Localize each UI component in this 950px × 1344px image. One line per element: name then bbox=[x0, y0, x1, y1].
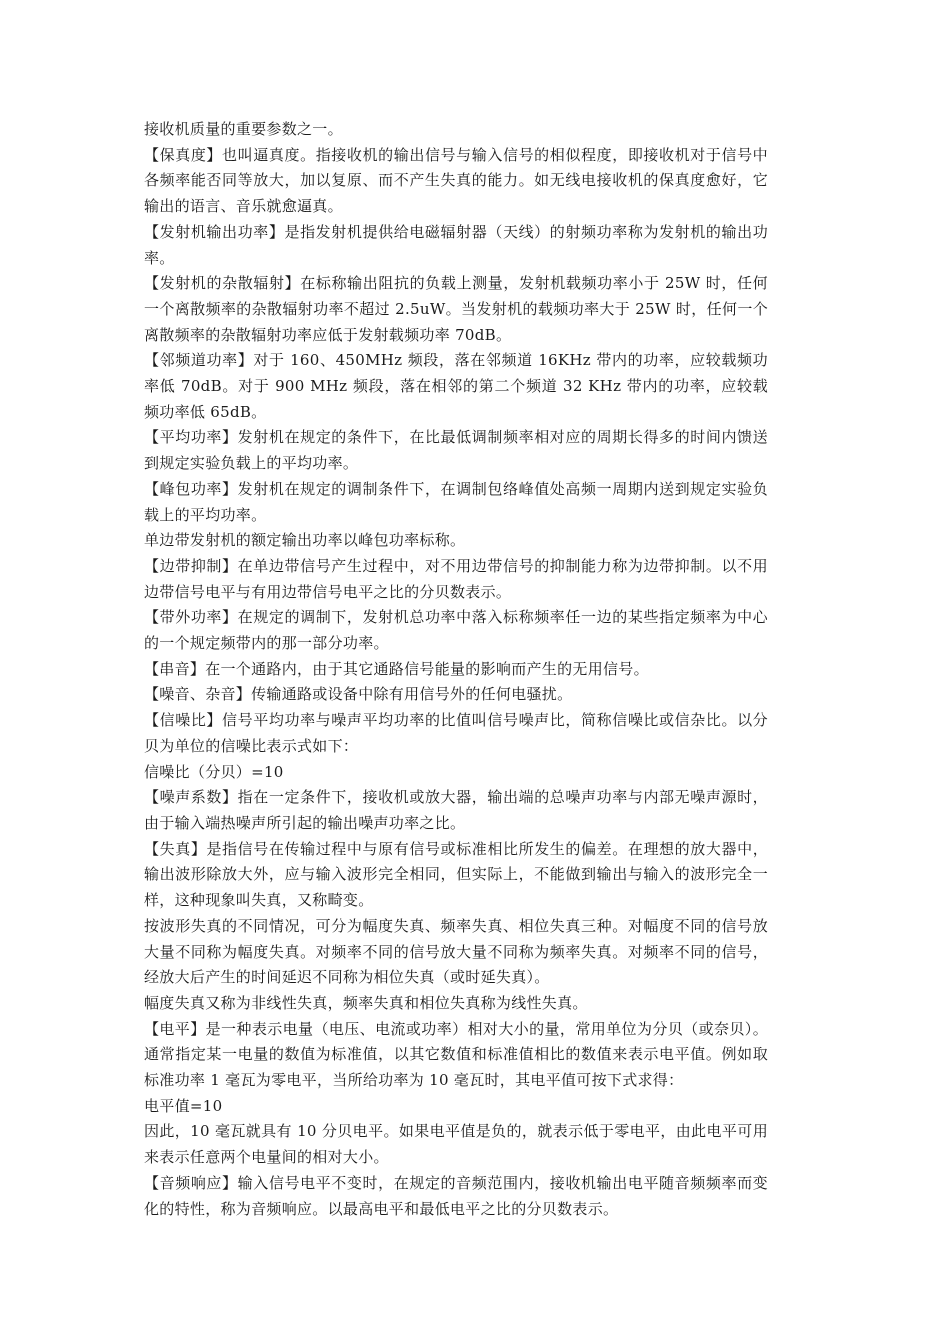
paragraph bbox=[144, 528, 768, 554]
paragraph-text: 因此，10 毫瓦就具有 10 分贝电平。如果电平值是负的，就表示低于零电平，由此电平可用来表示任意两个电量间的相对大小。 bbox=[144, 1122, 768, 1167]
paragraph bbox=[144, 117, 768, 143]
paragraph-text: 发射机在规定的条件下，在比最低调制频率相对应的周期长得多的时间内馈送到规定实验负载上的平均功率。 bbox=[144, 428, 768, 473]
term-heading: 【带外功率】 bbox=[144, 608, 238, 627]
paragraph-text: 接收机质量的重要参数之一。 bbox=[144, 120, 343, 138]
paragraph-text: 是一种表示电量（电压、电流或功率）相对大小的量，常用单位为分贝（或奈贝）。通常指定某一电量的数值为标准值，以其它数值和标准值相比的数值来表示电平值。例如取标准功率 1 毫瓦为零电平，当所给功率为 10 毫瓦时，其电平值可按下式求得： bbox=[144, 1019, 768, 1090]
paragraph-text: 指在一定条件下，接收机或放大器，输出端的总噪声功率与内部无噪声源时，由于输入端热噪声所引起的输出噪声功率之比。 bbox=[144, 788, 768, 832]
paragraph bbox=[144, 220, 768, 271]
term-heading: 【信噪比】 bbox=[144, 711, 223, 730]
term-heading: 【保真度】 bbox=[144, 145, 223, 164]
paragraph bbox=[144, 477, 768, 528]
paragraph bbox=[144, 271, 768, 348]
paragraph-text: 在一个通路内，由于其它通路信号能量的影响而产生的无用信号。 bbox=[205, 659, 649, 678]
paragraph bbox=[144, 605, 768, 656]
paragraph-text: 按波形失真的不同情况，可分为幅度失真、频率失真、相位失真三种。对幅度不同的信号放大量不同称为幅度失真。对频率不同的信号放大量不同称为频率失真。对频率不同的信号，经放大后产生的时间延迟不同称为相位失真（或时延失真）。 bbox=[144, 916, 768, 987]
paragraph-text: 是指信号在传输过程中与原有信号或标准相比所发生的偏差。在理想的放大器中，输出波形除放大外，应与输入波形完全相同，但实际上，不能做到输出与输入的波形完全一样，这种现象叫失真，又称畸变。 bbox=[144, 839, 768, 910]
paragraph bbox=[144, 554, 768, 605]
term-heading: 【串音】 bbox=[144, 659, 206, 678]
paragraph-text: 单边带发射机的额定输出功率以峰包功率标称。 bbox=[144, 531, 466, 550]
paragraph-text: 在标称输出阻抗的负载上测量，发射机载频功率小于 25W 时，任何一个离散频率的杂散辐射功率不超过 2.5uW。当发射机的载频功率大于 25W 时，任何一个离散频率的杂散辐射功率应低于发射载频功率 70dB。 bbox=[144, 274, 768, 344]
paragraph bbox=[144, 425, 768, 476]
term-heading: 【发射机的杂散辐射】 bbox=[144, 274, 301, 293]
paragraph-text: 在单边带信号产生过程中，对不用边带信号的抑制能力称为边带抑制。以不用边带信号电平与有用边带信号电平之比的分贝数表示。 bbox=[144, 556, 768, 601]
paragraph-text: 对于 160、450MHz 频段，落在邻频道 16KHz 带内的功率，应较载频功率低 70dB。对于 900 MHz 频段，落在相邻的第二个频道 32 KHz 带内的功率，应较载频功率低 65dB。 bbox=[144, 351, 768, 421]
paragraph bbox=[144, 914, 768, 991]
term-heading: 【失真】 bbox=[144, 839, 207, 858]
paragraph bbox=[144, 1094, 768, 1120]
term-heading: 【发射机输出功率】 bbox=[144, 222, 285, 241]
paragraph bbox=[144, 348, 768, 425]
paragraph bbox=[144, 1119, 768, 1170]
term-heading: 【音频响应】 bbox=[144, 1173, 238, 1192]
paragraph bbox=[144, 143, 768, 220]
term-heading: 【噪音、杂音】 bbox=[144, 685, 252, 704]
paragraph bbox=[144, 708, 768, 759]
term-heading: 【平均功率】 bbox=[144, 428, 238, 447]
paragraph bbox=[144, 760, 768, 786]
paragraph-text: 传输通路或设备中除有用信号外的任何电骚扰。 bbox=[251, 685, 573, 704]
paragraph-text: 发射机在规定的调制条件下，在调制包络峰值处高频一周期内送到规定实验负载上的平均功率。 bbox=[144, 479, 768, 524]
paragraph-text: 在规定的调制下，发射机总功率中落入标称频率任一边的某些指定频率为中心的一个规定频带内的那一部分功率。 bbox=[144, 608, 768, 653]
paragraph-text: 是指发射机提供给电磁辐射器（天线）的射频功率称为发射机的输出功率。 bbox=[144, 222, 768, 267]
paragraph-text: 信号平均功率与噪声平均功率的比值叫信号噪声比，简称信噪比或信杂比。以分贝为单位的信噪比表示式如下： bbox=[144, 711, 768, 755]
paragraph bbox=[144, 785, 768, 836]
paragraph-text: 电平值=10 bbox=[144, 1096, 223, 1115]
term-heading: 【噪声系数】 bbox=[144, 788, 238, 807]
paragraph-text: 输入信号电平不变时，在规定的音频范围内，接收机输出电平随音频频率而变化的特性，称为音频响应。以最高电平和最低电平之比的分贝数表示。 bbox=[144, 1173, 768, 1218]
paragraph-text: 幅度失真又称为非线性失真，频率失真和相位失真称为线性失真。 bbox=[144, 993, 588, 1012]
term-heading: 【峰包功率】 bbox=[144, 479, 238, 498]
paragraph bbox=[144, 991, 768, 1017]
term-heading: 【边带抑制】 bbox=[144, 556, 238, 575]
paragraph bbox=[144, 837, 768, 914]
paragraph-text: 也叫逼真度。指接收机的输出信号与输入信号的相似程度，即接收机对于信号中各频率能否同等放大，加以复原、而不产生失真的能力。如无线电接收机的保真度愈好，它输出的语言、音乐就愈逼真。 bbox=[144, 145, 768, 216]
document-body bbox=[144, 117, 768, 1222]
paragraph bbox=[144, 1017, 768, 1094]
paragraph bbox=[144, 682, 768, 708]
paragraph bbox=[144, 657, 768, 683]
term-heading: 【邻频道功率】 bbox=[144, 351, 254, 370]
paragraph-text: 信噪比（分贝）=10 bbox=[144, 762, 284, 781]
paragraph bbox=[144, 1171, 768, 1222]
term-heading: 【电平】 bbox=[144, 1019, 206, 1038]
